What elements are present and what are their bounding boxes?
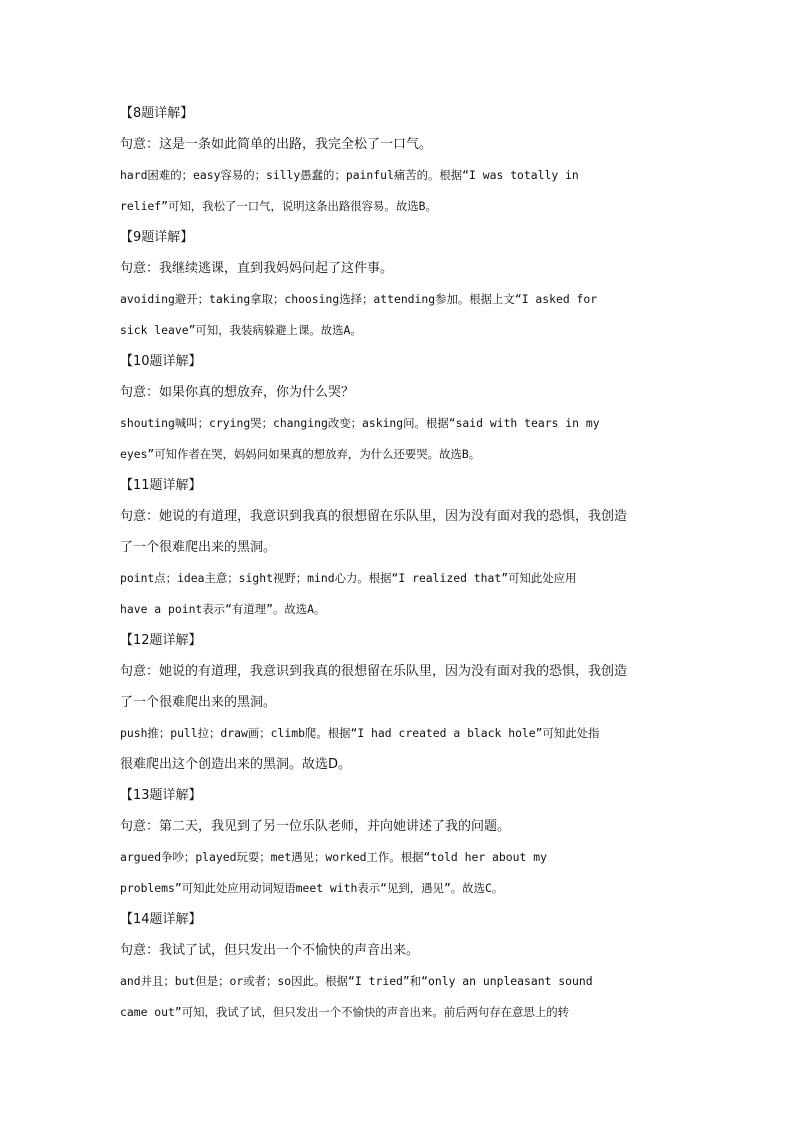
- text-line: 很难爬出这个创造出来的黑洞。故选D。: [120, 757, 352, 772]
- text-line: relief”可知，我松了一口气，说明这条出路很容易。故选B。: [120, 199, 437, 213]
- text-line: problems”可知此处应用动词短语meet with表示“见到，遇见”。故选C。: [120, 881, 504, 895]
- text-line: have a point表示“有道理”。故选A。: [120, 602, 326, 616]
- section-heading: 【11题详解】: [120, 478, 202, 493]
- text-line: shouting喊叫；crying哭；changing改变；asking问。根据“said with tears in my: [120, 416, 600, 430]
- text-line: 句意：这是一条如此简单的出路，我完全松了一口气。: [120, 137, 433, 152]
- text-line: and并且；but但是；or或者；so因此。根据“I tried”和“only an unpleasant sound: [120, 974, 593, 988]
- section-heading: 【14题详解】: [120, 912, 202, 927]
- text-line: 句意：我继续逃课，直到我妈妈问起了这件事。: [120, 261, 394, 276]
- text-line: 句意：第二天，我见到了另一位乐队老师，并向她讲述了我的问题。: [120, 819, 511, 834]
- section-heading: 【13题详解】: [120, 788, 202, 803]
- section-heading: 【10题详解】: [120, 354, 202, 369]
- text-line: 了一个很难爬出来的黑洞。: [120, 540, 277, 555]
- text-line: 句意：如果你真的想放弃，你为什么哭？: [120, 385, 355, 400]
- text-line: 句意：我试了试，但只发出一个不愉快的声音出来。: [120, 943, 420, 958]
- document-body: [120, 98, 676, 1028]
- text-line: eyes”可知作者在哭，妈妈问如果真的想放弃，为什么还要哭。故选B。: [120, 447, 481, 461]
- text-line: avoiding避开；taking拿取；choosing选择；attending参加。根据上文“I asked for: [120, 292, 598, 306]
- text-line: came out”可知，我试了试，但只发出一个不愉快的声音出来。前后两句存在意思上的转: [120, 1005, 570, 1019]
- text-line: 了一个很难爬出来的黑洞。: [120, 695, 277, 710]
- section-heading: 【12题详解】: [120, 633, 202, 648]
- text-line: 句意：她说的有道理，我意识到我真的很想留在乐队里，因为没有面对我的恐惧，我创造: [120, 509, 628, 524]
- text-line: 句意：她说的有道理，我意识到我真的很想留在乐队里，因为没有面对我的恐惧，我创造: [120, 664, 628, 679]
- text-line: point点；idea主意；sight视野；mind心力。根据“I realized that”可知此处应用: [120, 571, 577, 585]
- text-line: hard困难的；easy容易的；silly愚蠢的；painful痛苦的。根据“I was totally in: [120, 168, 579, 182]
- section-heading: 【9题详解】: [120, 230, 194, 245]
- text-line: push推；pull拉；draw画；climb爬。根据“I had created a black hole”可知此处指: [120, 726, 600, 740]
- text-line: sick leave”可知，我装病躲避上课。故选A。: [120, 323, 362, 337]
- text-line: argued争吵；played玩耍；met遇见；worked工作。根据“told her about my: [120, 850, 547, 864]
- section-heading: 【8题详解】: [120, 106, 194, 121]
